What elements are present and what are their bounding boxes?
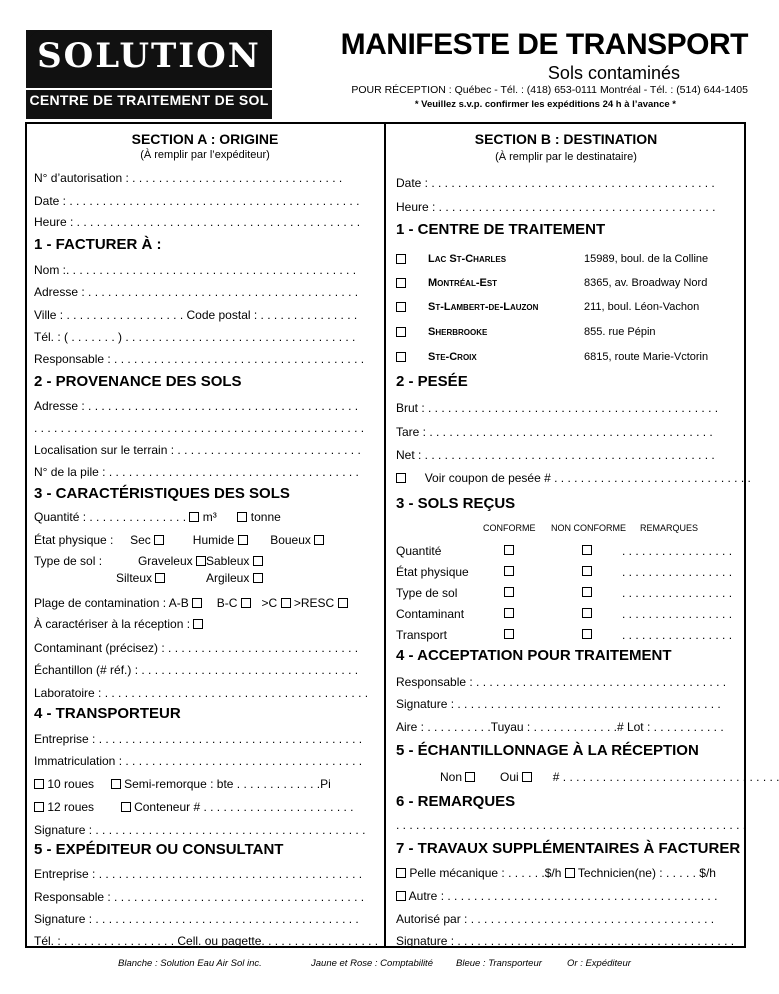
range-bc-checkbox[interactable]: [241, 598, 251, 608]
sampling-yes-label: Oui: [500, 770, 519, 784]
gravel-option: [116, 553, 206, 569]
clay-label: Argileux: [206, 571, 250, 585]
container-field[interactable]: Conteneur # . . . . . . . . . . . . . . . . . . . . . . .: [134, 800, 354, 814]
other-work-checkbox[interactable]: [396, 891, 406, 901]
net-weight-field[interactable]: Net : . . . . . . . . . . . . . . . . . . . . . . . . . . . . . . . . . . . . . . . . . . . .: [396, 448, 715, 462]
received-soils-row: [396, 606, 741, 622]
excavator-checkbox[interactable]: [396, 868, 406, 878]
date-field[interactable]: Date : . . . . . . . . . . . . . . . . . . . . . . . . . . . . . . . . . . . . . . . . . . . .: [34, 194, 360, 208]
humid-checkbox[interactable]: [238, 535, 248, 545]
treatment-centre-option: [396, 349, 741, 365]
soil-type-label: Type de sol :: [34, 554, 103, 568]
billing-contact-field[interactable]: Responsable : . . . . . . . . . . . . . . . . . . . . . . . . . . . . . . . . . . . . . .: [34, 352, 365, 366]
nonconform-checkbox[interactable]: [582, 608, 592, 618]
column-divider: [384, 122, 386, 948]
range-ab-checkbox[interactable]: [192, 598, 202, 608]
physical-state-label: État physique :: [34, 533, 114, 547]
authorization-field[interactable]: N° d’autorisation : . . . . . . . . . . . . . . . . . . . . . . . . . . . . . . . .: [34, 171, 343, 185]
treatment-centre-address: 15989, boul. de la Colline: [584, 253, 709, 265]
twelve-wheels-label: 12 roues: [47, 800, 95, 814]
extra-work-heading: 7 - TRAVAUX SUPPLÉMENTAIRES À FACTURER: [396, 840, 741, 857]
authorized-by-field[interactable]: Autorisé par : . . . . . . . . . . . . . . . . . . . . . . . . . . . . . . . . . . . . .: [396, 912, 715, 926]
logo-tagline: CENTRE DE TRAITEMENT DE SOL: [29, 92, 269, 108]
reception-contacts: POUR RÉCEPTION : Québec - Tél. : (418) 653-0111 Montréal - Tél. : (514) 644-1405: [351, 84, 748, 96]
remarks-dots-field[interactable]: . . . . . . . . . . . . . . . . .: [622, 607, 733, 621]
truck-type-row: [34, 776, 374, 792]
sand-option: [206, 553, 270, 569]
shipper-signature-field[interactable]: Signature : . . . . . . . . . . . . . . . . . . . . . . . . . . . . . . . . . . . . . . . .: [34, 912, 359, 926]
copy-gold: Or : Expéditeur: [567, 958, 631, 969]
characteristics-heading: 3 - CARACTÉRISTIQUES DES SOLS: [34, 485, 290, 502]
carrier-company-field[interactable]: Entreprise : . . . . . . . . . . . . . . . . . . . . . . . . . . . . . . . . . . . . . . . .: [34, 732, 363, 746]
billing-heading: 1 - FACTURER À :: [34, 236, 162, 253]
nonconform-checkbox[interactable]: [582, 587, 592, 597]
clay-checkbox[interactable]: [253, 573, 263, 583]
remarks-dots-field[interactable]: . . . . . . . . . . . . . . . . .: [622, 628, 733, 642]
carrier-heading: 4 - TRANSPORTEUR: [34, 705, 181, 722]
laboratory-field[interactable]: Laboratoire : . . . . . . . . . . . . . . . . . . . . . . . . . . . . . . . . . . . . . . . .: [34, 686, 369, 700]
acceptance-heading: 4 - ACCEPTATION POUR TRAITEMENT: [396, 647, 672, 664]
area-pipe-lot-field[interactable]: Aire : . . . . . . . . . .Tuyau : . . . . . . . . . . . . .# Lot : . . . . . . . . . . .: [396, 720, 724, 734]
document-subtitle: Sols contaminés: [547, 63, 680, 83]
treatment-centre-checkbox[interactable]: [396, 278, 406, 288]
received-soils-row-label: Contaminant: [396, 607, 465, 621]
range-resc-checkbox[interactable]: [338, 598, 348, 608]
treatment-centre-address: 6815, route Marie-Vctorin: [584, 351, 709, 363]
container-checkbox[interactable]: [121, 802, 131, 812]
section-a-title: SECTION A : ORIGINE: [131, 131, 279, 147]
gravel-label: Graveleux: [137, 554, 193, 568]
confirmation-notice: * Veuillez s.v.p. confirmer les expéditions 24 h à l’avance *: [414, 99, 676, 110]
logo-brand: SOLUTION: [37, 36, 261, 76]
gross-weight-field[interactable]: Brut : . . . . . . . . . . . . . . . . . . . . . . . . . . . . . . . . . . . . . . . . . . . .: [396, 401, 719, 415]
nonconform-checkbox[interactable]: [582, 629, 592, 639]
acceptance-signature-field[interactable]: Signature : . . . . . . . . . . . . . . . . . . . . . . . . . . . . . . . . . . . . . . . .: [396, 697, 721, 711]
section-b-subtitle: (À remplir par le destinataire): [495, 151, 637, 163]
weigh-coupon-row: [396, 470, 751, 486]
received-soils-row-label: Type de sol: [396, 586, 458, 600]
characterize-checkbox[interactable]: [193, 619, 203, 629]
ton-checkbox[interactable]: [237, 512, 247, 522]
muddy-checkbox[interactable]: [314, 535, 324, 545]
truck-type-row-2: [34, 799, 374, 815]
sampling-no-checkbox[interactable]: [465, 772, 475, 782]
silt-option: [116, 570, 172, 586]
shipper-contact-field[interactable]: Responsable : . . . . . . . . . . . . . . . . . . . . . . . . . . . . . . . . . . . . . .: [34, 890, 365, 904]
sampling-number-field[interactable]: # . . . . . . . . . . . . . . . . . . . . . . . . . . . . . . . . .: [552, 770, 779, 784]
received-soils-row: [396, 627, 741, 643]
col-conform-header: CONFORME: [483, 523, 536, 533]
quantity-row: [34, 509, 374, 525]
extra-rates-row: [396, 865, 741, 881]
weigh-coupon-field[interactable]: Voir coupon de pesée # . . . . . . . . . . . . . . . . . . . . . . . . . . . . . .: [424, 471, 751, 485]
range-gtc-label: >C: [261, 596, 278, 610]
characterize-row: [34, 616, 374, 632]
shipper-heading: 5 - EXPÉDITEUR OU CONSULTANT: [34, 841, 284, 858]
conform-checkbox[interactable]: [504, 566, 514, 576]
treatment-centre-name: Lac St-Charles: [428, 253, 507, 265]
shipper-company-field[interactable]: Entreprise : . . . . . . . . . . . . . . . . . . . . . . . . . . . . . . . . . . . . . . . .: [34, 867, 363, 881]
treatment-centre-address: 855. rue Pépin: [584, 326, 656, 338]
conform-checkbox[interactable]: [504, 545, 514, 555]
company-logo: [26, 30, 272, 117]
sampling-no-label: Non: [440, 770, 463, 784]
treatment-centre-heading: 1 - CENTRE DE TRAITEMENT: [396, 221, 606, 238]
provenance-address-field[interactable]: Adresse : . . . . . . . . . . . . . . . . . . . . . . . . . . . . . . . . . . . . . . . . .: [34, 399, 359, 413]
weighing-heading: 2 - PESÉE: [396, 373, 468, 390]
dry-label: Sec: [130, 533, 151, 547]
document-title: MANIFESTE DE TRANSPORT: [340, 28, 748, 61]
remarks-dots-field[interactable]: . . . . . . . . . . . . . . . . .: [622, 586, 733, 600]
treatment-centre-checkbox[interactable]: [396, 352, 406, 362]
twelve-wheels-checkbox[interactable]: [34, 802, 44, 812]
ten-wheels-checkbox[interactable]: [34, 779, 44, 789]
received-soils-row-label: Quantité: [396, 544, 442, 558]
contamination-range-row: [34, 595, 379, 611]
treatment-centre-name: Ste-Croix: [428, 351, 477, 363]
treatment-centre-name: St-Lambert-de-Lauzon: [428, 301, 539, 313]
sampling-row: [440, 769, 779, 785]
treatment-centre-option: [396, 299, 741, 315]
provenance-address-line2[interactable]: . . . . . . . . . . . . . . . . . . . . . . . . . . . . . . . . . . . . . . . . . . . . . . . . . .: [34, 421, 365, 435]
semi-trailer-label: Semi-remorque : bte . . . . . . . . . . . . .Pi: [124, 777, 331, 791]
conform-checkbox[interactable]: [504, 629, 514, 639]
site-location-field[interactable]: Localisation sur le terrain : . . . . . . . . . . . . . . . . . . . . . . . . . . . .: [34, 443, 361, 457]
reception-time-field[interactable]: Heure : . . . . . . . . . . . . . . . . . . . . . . . . . . . . . . . . . . . . . . . . . .: [396, 200, 716, 214]
received-soils-row: [396, 543, 741, 559]
quantity-field[interactable]: Quantité : . . . . . . . . . . . . . . .: [34, 510, 187, 524]
weigh-coupon-checkbox[interactable]: [396, 473, 406, 483]
conform-checkbox[interactable]: [504, 587, 514, 597]
remarks-field[interactable]: . . . . . . . . . . . . . . . . . . . . . . . . . . . . . . . . . . . . . . . . . . . . . . . . . . . . .: [396, 818, 747, 832]
treatment-centre-name: Montréal-Est: [428, 277, 498, 289]
received-soils-row: [396, 564, 741, 580]
section-b-title: SECTION B : DESTINATION: [474, 131, 658, 147]
extra-signature-field[interactable]: Signature : . . . . . . . . . . . . . . . . . . . . . . . . . . . . . . . . . . . . . . . . . .: [396, 934, 735, 948]
nonconform-checkbox[interactable]: [582, 545, 592, 555]
contamination-range-label: Plage de contamination : A-B: [34, 596, 189, 610]
semi-trailer-checkbox[interactable]: [111, 779, 121, 789]
received-soils-row-label: État physique: [396, 565, 469, 579]
other-work-field[interactable]: Autre : . . . . . . . . . . . . . . . . . . . . . . . . . . . . . . . . . . . . . . . . .: [408, 889, 718, 903]
remarks-dots-field[interactable]: . . . . . . . . . . . . . . . . .: [622, 544, 733, 558]
billing-city-postal-field[interactable]: Ville : . . . . . . . . . . . . . . . . . . Code postal : . . . . . . . . . . . . . . .: [34, 308, 358, 322]
m3-checkbox[interactable]: [189, 512, 199, 522]
technician-checkbox[interactable]: [565, 868, 575, 878]
acceptance-contact-field[interactable]: Responsable : . . . . . . . . . . . . . . . . . . . . . . . . . . . . . . . . . . . . . .: [396, 675, 727, 689]
conform-checkbox[interactable]: [504, 608, 514, 618]
clay-option: [206, 570, 270, 586]
treatment-centre-address: 8365, av. Broadway Nord: [584, 277, 708, 289]
sampling-heading: 5 - ÉCHANTILLONNAGE À LA RÉCEPTION: [396, 742, 699, 759]
time-field[interactable]: Heure : . . . . . . . . . . . . . . . . . . . . . . . . . . . . . . . . . . . . . . . . . . .: [34, 215, 361, 229]
contaminant-field[interactable]: Contaminant (précisez) : . . . . . . . . . . . . . . . . . . . . . . . . . . . . .: [34, 641, 359, 655]
copy-blue: Bleue : Transporteur: [456, 958, 542, 969]
treatment-centre-option: [396, 275, 741, 291]
range-gtc-checkbox[interactable]: [281, 598, 291, 608]
characterize-label: À caractériser à la réception :: [34, 617, 191, 631]
registration-field[interactable]: Immatriculation : . . . . . . . . . . . . . . . . . . . . . . . . . . . . . . . . . . . .: [34, 754, 363, 768]
treatment-centre-checkbox[interactable]: [396, 254, 406, 264]
received-soils-row: [396, 585, 741, 601]
technician-rate-field[interactable]: Technicien(ne) : . . . . . $/h: [577, 866, 716, 880]
col-nonconform-header: NON CONFORME: [551, 523, 626, 533]
shipper-phone-field[interactable]: Tél. : . . . . . . . . . . . . . . . . . Cell. ou pagette. . . . . . . . . . . . . . . . . .: [34, 934, 379, 948]
billing-phone-field[interactable]: Tél. : ( . . . . . . . ) . . . . . . . . . . . . . . . . . . . . . . . . . . . . . . . . . . .: [34, 330, 356, 344]
sand-label: Sableux: [206, 554, 250, 568]
silt-label: Silteux: [116, 571, 153, 585]
sample-ref-field[interactable]: Échantillon (# réf.) : . . . . . . . . . . . . . . . . . . . . . . . . . . . . . . . . .: [34, 663, 359, 677]
carrier-signature-field[interactable]: Signature : . . . . . . . . . . . . . . . . . . . . . . . . . . . . . . . . . . . . . . . . .: [34, 823, 366, 837]
ton-label: tonne: [250, 510, 281, 524]
nonconform-checkbox[interactable]: [582, 566, 592, 576]
received-soils-row-label: Transport: [396, 628, 447, 642]
tare-weight-field[interactable]: Tare : . . . . . . . . . . . . . . . . . . . . . . . . . . . . . . . . . . . . . . . . . . .: [396, 425, 713, 439]
muddy-label: Boueux: [270, 533, 311, 547]
pile-number-field[interactable]: N° de la pile : . . . . . . . . . . . . . . . . . . . . . . . . . . . . . . . . . . . . . .: [34, 465, 359, 479]
provenance-heading: 2 - PROVENANCE DES SOLS: [34, 373, 242, 390]
physical-state-row: [34, 532, 374, 548]
ten-wheels-label: 10 roues: [47, 777, 95, 791]
section-a-subtitle: (À remplir par l’expéditeur): [140, 149, 270, 161]
remarks-heading: 6 - REMARQUES: [396, 793, 516, 810]
col-remarks-header: REMARQUES: [640, 523, 699, 533]
treatment-centre-checkbox[interactable]: [396, 302, 406, 312]
m3-label: m³: [202, 510, 217, 524]
reception-date-field[interactable]: Date : . . . . . . . . . . . . . . . . . . . . . . . . . . . . . . . . . . . . . . . . . . .: [396, 176, 715, 190]
range-resc-label: >RESC: [293, 596, 335, 610]
gravel-checkbox[interactable]: [196, 556, 206, 566]
sampling-yes-checkbox[interactable]: [522, 772, 532, 782]
billing-name-field[interactable]: Nom :. . . . . . . . . . . . . . . . . . . . . . . . . . . . . . . . . . . . . . . . . . . .: [34, 263, 357, 277]
sand-checkbox[interactable]: [253, 556, 263, 566]
humid-label: Humide: [192, 533, 235, 547]
treatment-centre-address: 211, boul. Léon-Vachon: [584, 301, 700, 313]
treatment-centre-option: [396, 324, 741, 340]
remarks-dots-field[interactable]: . . . . . . . . . . . . . . . . .: [622, 565, 733, 579]
dry-checkbox[interactable]: [154, 535, 164, 545]
copy-pink: Jaune et Rose : Comptabilité: [311, 958, 433, 969]
silt-checkbox[interactable]: [155, 573, 165, 583]
copy-white: Blanche : Solution Eau Air Sol inc.: [118, 958, 262, 969]
billing-address-field[interactable]: Adresse : . . . . . . . . . . . . . . . . . . . . . . . . . . . . . . . . . . . . . . . . .: [34, 285, 359, 299]
other-work-row: [396, 888, 738, 904]
range-bc-label: B-C: [216, 596, 238, 610]
treatment-centre-checkbox[interactable]: [396, 327, 406, 337]
excavator-rate-field[interactable]: Pelle mécanique : . . . . . .$/h: [409, 866, 562, 880]
received-soils-heading: 3 - SOLS REÇUS: [396, 495, 516, 512]
treatment-centre-name: Sherbrooke: [428, 326, 488, 338]
treatment-centre-option: [396, 251, 741, 267]
